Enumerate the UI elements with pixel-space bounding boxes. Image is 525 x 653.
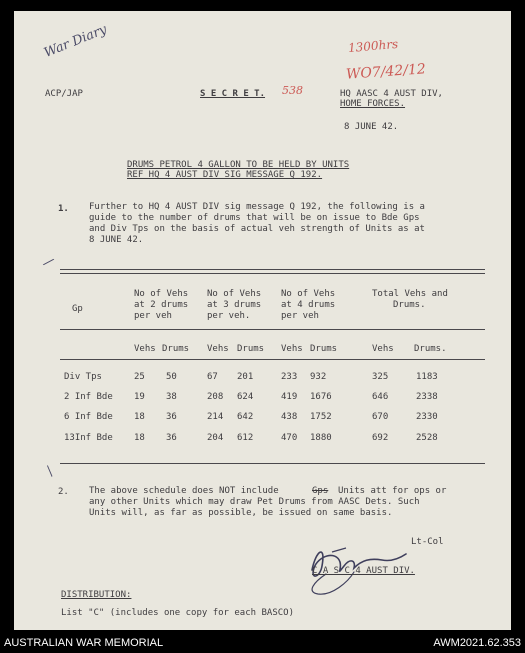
paragraph-2-line-3: Units will, as far as possible, be issued on same basis. — [89, 508, 393, 518]
table-cell: 2338 — [416, 392, 438, 402]
sub-header: Drums — [310, 344, 338, 354]
group-header-2-drums: per veh — [134, 311, 172, 321]
paragraph-2-line-1b: Units att for ops or — [338, 486, 447, 496]
handwritten-signature — [296, 530, 416, 600]
table-cell-gp: 6 Inf Bde — [64, 412, 113, 422]
war-diary-annotation: War Diary — [42, 22, 110, 61]
paragraph-2-number: 2. — [58, 487, 69, 497]
paragraph-1-number: 1. — [58, 204, 69, 214]
margin-mark: / — [42, 255, 55, 270]
sub-header: Vehs — [281, 344, 303, 354]
group-header-3-drums: at 3 drums — [207, 300, 262, 310]
table-header-rule — [60, 329, 485, 330]
footer-institution: AUSTRALIAN WAR MEMORIAL — [4, 637, 164, 649]
paragraph-1-line: guide to the number of drums that will be on issue to Bde Gps — [89, 213, 420, 223]
table-cell: 38 — [166, 392, 177, 402]
table-cell: 2330 — [416, 412, 438, 422]
group-header-4-drums: at 4 drums — [281, 300, 336, 310]
paragraph-2-line-1a: The above schedule does NOT include — [89, 486, 279, 496]
table-cell: 208 — [207, 392, 224, 402]
group-header-4-drums: No of Vehs — [281, 289, 336, 299]
table-cell: 932 — [310, 372, 327, 382]
group-header-4-drums: per veh — [281, 311, 319, 321]
table-cell: 1880 — [310, 433, 332, 443]
table-cell: 419 — [281, 392, 298, 402]
table-cell: 692 — [372, 433, 389, 443]
table-cell: 670 — [372, 412, 389, 422]
from-line-2: HOME FORCES. — [340, 99, 406, 109]
table-cell: 18 — [134, 433, 145, 443]
table-cell: 36 — [166, 433, 177, 443]
sub-header: Vehs — [372, 344, 394, 354]
message-number-annotation: 538 — [282, 84, 303, 97]
table-cell: 36 — [166, 412, 177, 422]
group-header-2-drums: No of Vehs — [134, 289, 189, 299]
reference-annotation: WO7/42/12 — [345, 61, 427, 83]
table-cell-gp: 2 Inf Bde — [64, 392, 113, 402]
footer-accession-number: AWM2021.62.353 — [433, 637, 521, 649]
table-cell: 438 — [281, 412, 298, 422]
paragraph-1-line: and Div Tps on the basis of actual veh strength of Units as at — [89, 224, 425, 234]
signature-rank: Lt-Col — [411, 537, 444, 547]
table-top-rule-2 — [60, 273, 485, 274]
bookmark-annotation: 1300hrs — [347, 36, 399, 56]
table-cell: 1752 — [310, 412, 332, 422]
signature-title: C A S C 4 AUST DIV. — [312, 566, 415, 576]
table-cell: 642 — [237, 412, 254, 422]
group-header-total: Total Vehs and — [372, 289, 448, 299]
document-page — [14, 11, 511, 630]
distribution-list: List "C" (includes one copy for each BASCO) — [61, 608, 294, 618]
table-cell: 612 — [237, 433, 254, 443]
distribution-heading: DISTRIBUTION: — [61, 590, 132, 600]
sub-header: Drums — [237, 344, 265, 354]
group-header-3-drums: No of Vehs — [207, 289, 262, 299]
document-title-line-2: REF HQ 4 AUST DIV SIG MESSAGE Q 192. — [127, 170, 323, 180]
sub-header: Vehs — [134, 344, 156, 354]
sub-header: Vehs — [207, 344, 229, 354]
paragraph-1-line: Further to HQ 4 AUST DIV sig message Q 192, the following is a — [89, 202, 425, 212]
table-cell: 67 — [207, 372, 218, 382]
table-cell: 214 — [207, 412, 224, 422]
table-cell: 470 — [281, 433, 298, 443]
table-cell: 1676 — [310, 392, 332, 402]
table-cell: 25 — [134, 372, 145, 382]
table-cell: 1183 — [416, 372, 438, 382]
table-cell: 624 — [237, 392, 254, 402]
table-cell: 2528 — [416, 433, 438, 443]
reference-code: ACP/JAP — [45, 89, 83, 99]
margin-mark: / — [43, 464, 58, 479]
group-header-2-drums: at 2 drums — [134, 300, 189, 310]
paragraph-1-line: 8 JUNE 42. — [89, 235, 144, 245]
table-top-rule — [60, 269, 485, 270]
column-header-gp: Gp — [72, 304, 83, 314]
table-cell: 204 — [207, 433, 224, 443]
group-header-3-drums: per veh. — [207, 311, 251, 321]
document-title-line-1: DRUMS PETROL 4 GALLON TO BE HELD BY UNITS — [127, 160, 350, 170]
table-cell: 19 — [134, 392, 145, 402]
classification: S E C R E T. — [200, 89, 266, 99]
group-header-total: Drums. — [393, 300, 426, 310]
table-cell-gp: Div Tps — [64, 372, 102, 382]
table-cell: 646 — [372, 392, 389, 402]
paragraph-2-line-2: any other Units which may draw Pet Drums from AASC Dets. Such — [89, 497, 420, 507]
table-cell: 325 — [372, 372, 389, 382]
table-cell: 50 — [166, 372, 177, 382]
from-line-1: HQ AASC 4 AUST DIV, — [340, 89, 443, 99]
table-cell-gp: 13Inf Bde — [64, 433, 113, 443]
table-subheader-rule — [60, 359, 485, 360]
paragraph-2-struck-word: Gps — [312, 486, 329, 496]
table-cell: 233 — [281, 372, 298, 382]
sub-header: Drums — [162, 344, 190, 354]
table-cell: 201 — [237, 372, 254, 382]
table-cell: 18 — [134, 412, 145, 422]
document-date: 8 JUNE 42. — [344, 122, 399, 132]
sub-header: Drums. — [414, 344, 447, 354]
table-bottom-rule — [60, 463, 485, 464]
